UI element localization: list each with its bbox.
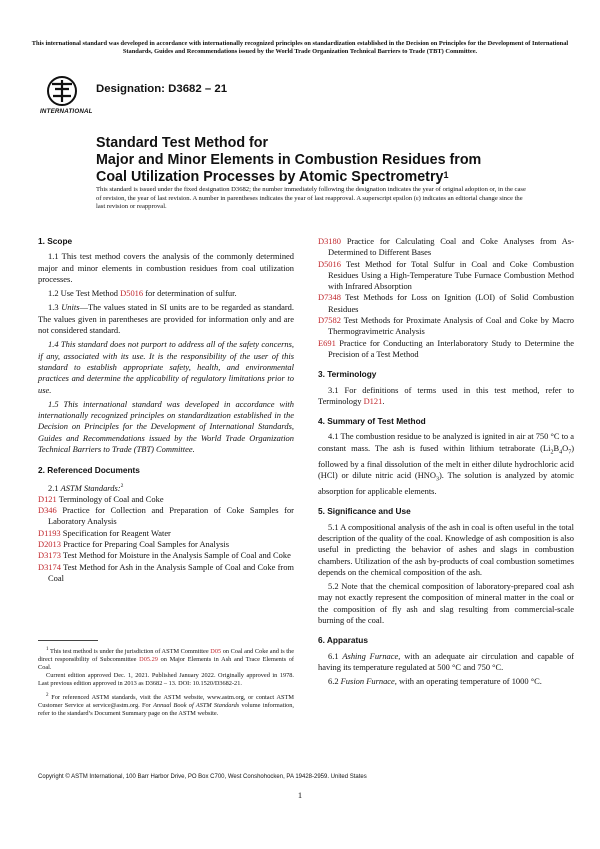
paragraph-1-4: 1.4 This standard does not purport to address all of the safety concerns, if any, associated with its use. It is the responsibility of the user of this standard to establish appropriate safety, health, and environmental practices and determine the applicability of regulatory limitations prior to use. bbox=[38, 339, 294, 395]
p4-1-sub1: 2 bbox=[550, 449, 554, 456]
p4-1-sub4: 3 bbox=[435, 476, 439, 483]
development-notice: This international standard was developed in accordance with internationally recognized principles on standardization established in the Decision on Principles for the Development of International Standards, Guides and Recommendations issued by the World Trade Organization Technical Barriers to Trade (TBT) Committee. bbox=[31, 40, 569, 56]
reference-code-link[interactable]: D5016 bbox=[318, 258, 341, 269]
paragraph-1-3 bbox=[38, 302, 294, 336]
paragraph-1-2 bbox=[38, 288, 294, 299]
reference-item bbox=[38, 505, 294, 528]
paragraph-5-1: 5.1 A compositional analysis of the ash in coal is often useful in the total description of the quality of the coal. Knowledge of ash composition is also useful in predicting the behavior of ashes and slags in combustion chambers. Utilization of the ash by-products of coal combustion sometimes depends on the chemical composition of the ash. bbox=[318, 521, 574, 577]
reference-code-link[interactable]: D2013 bbox=[38, 538, 61, 549]
p4-1-sub3: 7 bbox=[568, 449, 572, 456]
reference-text: Practice for Preparing Coal Samples for Analysis bbox=[60, 538, 229, 549]
reference-item bbox=[318, 292, 574, 315]
p4-1-d: ) followed by a final dissolution of the melt in either dilute hydrochloric acid (HCl) or dilute nitric acid (HNO bbox=[318, 442, 574, 481]
p6-1-pre: 6.1 bbox=[328, 650, 343, 661]
link-d121[interactable]: D121 bbox=[363, 395, 383, 406]
refdocs-sub-it: ASTM Standards: bbox=[60, 482, 121, 493]
reference-text: Practice for Calculating Coal and Coke Analyses from As-Determined to Different Bases bbox=[328, 236, 574, 258]
reference-text: Test Method for Total Sulfur in Coal and Coke Combustion Residues Using a High-Temperature Tube Furnace Combustion Method with Infrared Absorption bbox=[328, 258, 574, 292]
astm-logo-text: INTERNATIONAL bbox=[40, 108, 93, 115]
paragraph-3-1 bbox=[318, 385, 574, 408]
section-heading-scope: 1. Scope bbox=[38, 236, 73, 246]
footnote-1-c: on Major Elements in Ash and Trace Elements of Coal. bbox=[38, 656, 294, 672]
footnote-1-edition: Current edition approved Dec. 1, 2021. Published January 2022. Originally approved in 1978. Last previous edition approved in 2013 as D3682 – 13. DOI: 10.1520/D3682-21. bbox=[38, 672, 294, 688]
p3-1-post: . bbox=[382, 395, 385, 406]
reference-list-right bbox=[318, 236, 574, 360]
reference-code-link[interactable]: D7348 bbox=[318, 292, 341, 303]
reference-list-left bbox=[38, 494, 294, 584]
p6-2-pre: 6.2 bbox=[328, 676, 341, 687]
reference-code-link[interactable]: E691 bbox=[318, 337, 336, 348]
copyright-notice: Copyright © ASTM International, 100 Barr Harbor Drive, PO Box C700, West Conshohocken, PA 19428-2959. United States bbox=[38, 774, 367, 780]
page-number: 1 bbox=[297, 790, 303, 800]
reference-code-link[interactable]: D3173 bbox=[38, 550, 61, 561]
issuance-note: This standard is issued under the fixed designation D3682; the number immediately following the designation indicates the year of original adoption or, in the case of revision, the year of last revision. A number in parentheses indicates the year of last reapproval. A superscript epsilon (ε) indicates an editorial change since the last revision or reapproval. bbox=[96, 186, 526, 211]
title-line-3-text: Coal Utilization Processes by Atomic Spectrometry bbox=[96, 169, 444, 185]
title-line-1: Standard Test Method for bbox=[96, 135, 269, 151]
paragraph-1-5: 1.5 This international standard was developed in accordance with internationally recognized principles on standardization established in the Decision on Principles for the Development of International Standards, Guides and Recommendations issued by the World Trade Organization Technical Barriers to Trade (TBT) Committee. bbox=[38, 398, 294, 455]
reference-text: Test Method for Moisture in the Analysis Sample of Coal and Coke bbox=[60, 550, 291, 561]
p1-3-units: Units bbox=[61, 302, 80, 313]
section-heading-referenced-documents: 2. Referenced Documents bbox=[38, 465, 140, 476]
footnote-1-a: This test method is under the jurisdiction of ASTM Committee bbox=[48, 648, 211, 656]
reference-text: Test Method for Ash in the Analysis Sample of Coal and Coke from Coal bbox=[48, 561, 294, 583]
footnote-1-b: on Coal and Coke and is the direct responsibility of Subcommittee bbox=[38, 648, 295, 664]
p6-2-post: , with an operating temperature of 1000 °C. bbox=[394, 676, 542, 687]
astm-logo-icon bbox=[38, 72, 93, 120]
p3-1-pre: 3.1 For definitions of terms used in this test method, refer to Terminology bbox=[318, 384, 574, 406]
reference-text: Specification for Reagent Water bbox=[60, 527, 171, 538]
footnote-2-b: volume information, refer to the standard’s Document Summary page on the ASTM website. bbox=[38, 701, 294, 717]
p6-1-post: , with an adequate air circulation and capable of having its temperature regulated at 500 °C and 750 °C. bbox=[318, 650, 574, 672]
reference-code-link[interactable]: D3180 bbox=[318, 236, 341, 246]
reference-item bbox=[318, 315, 574, 338]
p1-3-pre: 1.3 bbox=[48, 302, 62, 313]
reference-text: Test Methods for Proximate Analysis of Coal and Coke by Macro Thermogravimetric Analysis bbox=[328, 315, 574, 337]
reference-item bbox=[38, 528, 294, 539]
reference-item bbox=[38, 562, 294, 585]
footnotes bbox=[38, 646, 294, 718]
reference-item bbox=[318, 259, 574, 293]
footnote-2-it: Annual Book of ASTM Standards bbox=[153, 701, 240, 709]
p1-2-pre: 1.2 Use Test Method bbox=[48, 288, 121, 299]
reference-item bbox=[38, 494, 294, 505]
paragraph-4-1 bbox=[318, 431, 574, 497]
section-heading-summary: 4. Summary of Test Method bbox=[318, 416, 426, 427]
paragraph-1-1: 1.1 This test method covers the analysis of the commonly determined major and minor elements in combustion residues from coal utilization processes. bbox=[38, 251, 294, 284]
refdocs-footnote-mark: 2 bbox=[120, 482, 124, 489]
title-line-3 bbox=[96, 169, 556, 186]
paragraph-6-2 bbox=[318, 676, 574, 687]
right-column bbox=[318, 236, 574, 687]
reference-item bbox=[318, 236, 574, 259]
footnote-2-a: For referenced ASTM standards, visit the ASTM website, www.astm.org, or contact ASTM Customer Service at service@astm.org. For bbox=[38, 693, 294, 709]
refdocs-sub-pre: 2.1 bbox=[48, 482, 61, 493]
p4-1-c: O bbox=[562, 442, 569, 453]
title-line-2: Major and Minor Elements in Combustion Residues from bbox=[96, 152, 482, 168]
section-heading-terminology: 3. Terminology bbox=[318, 369, 377, 380]
p4-1-sub2: 4 bbox=[559, 449, 563, 456]
reference-item bbox=[38, 550, 294, 561]
section-heading-significance: 5. Significance and Use bbox=[318, 506, 411, 517]
p6-1-it: Ashing Furnace bbox=[342, 650, 399, 661]
link-d5016[interactable]: D5016 bbox=[120, 288, 144, 299]
page-title bbox=[96, 135, 556, 186]
link-d05-29[interactable]: D05.29 bbox=[139, 656, 158, 664]
p4-1-b: B bbox=[553, 442, 560, 453]
reference-code-link[interactable]: D1193 bbox=[38, 527, 61, 538]
footnote-2-mark: 2 bbox=[46, 692, 49, 698]
reference-text: Practice for Conducting an Interlaboratory Study to Determine the Precision of a Test Method bbox=[328, 337, 574, 359]
designation: Designation: D3682 – 21 bbox=[96, 83, 228, 95]
reference-text: Terminology of Coal and Coke bbox=[56, 493, 164, 504]
reference-item bbox=[318, 338, 574, 361]
p4-1-e: ). The solution is analyzed by atomic absorption for applicable elements. bbox=[318, 470, 574, 497]
footnote-divider bbox=[38, 640, 98, 641]
reference-text: Test Methods for Loss on Ignition (LOI) of Solid Combustion Residues bbox=[328, 292, 574, 314]
astm-standards-label bbox=[38, 481, 294, 494]
footnote-1 bbox=[38, 646, 294, 672]
link-d05[interactable]: D05 bbox=[210, 648, 222, 656]
p1-3-post: —The values stated in SI units are to be regarded as standard. The values given in parentheses are provided for information only and are not considered standard. bbox=[38, 302, 295, 336]
reference-item bbox=[38, 539, 294, 550]
left-column bbox=[38, 236, 294, 584]
footnote-2 bbox=[38, 692, 294, 718]
paragraph-6-1 bbox=[318, 651, 574, 674]
reference-code-link[interactable]: D346 bbox=[38, 505, 57, 516]
p6-2-it: Fusion Furnace bbox=[340, 676, 395, 687]
reference-code-link[interactable]: D3174 bbox=[38, 561, 61, 572]
section-heading-apparatus: 6. Apparatus bbox=[318, 635, 368, 646]
p1-2-post: for determination of sulfur. bbox=[143, 288, 237, 299]
reference-code-link[interactable]: D121 bbox=[38, 493, 57, 504]
paragraph-5-2: 5.2 Note that the chemical composition of laboratory-prepared coal ash may not exactly represent the composition of mineral matter in the coal or the composition of fly ash and slag resulting from commercial-scale burning of the coal. bbox=[318, 581, 574, 625]
footnote-1-mark: 1 bbox=[46, 647, 49, 652]
reference-code-link[interactable]: D7582 bbox=[318, 315, 341, 326]
reference-text: Practice for Collection and Preparation of Coke Samples for Laboratory Analysis bbox=[48, 505, 294, 527]
p4-1-a: 4.1 The combustion residue to be analyzed is ignited in air at 750 °C to a constant mass. The ash is fused within lithium tetraborate (Li bbox=[318, 431, 574, 453]
title-footnote-mark: 1 bbox=[443, 170, 449, 180]
